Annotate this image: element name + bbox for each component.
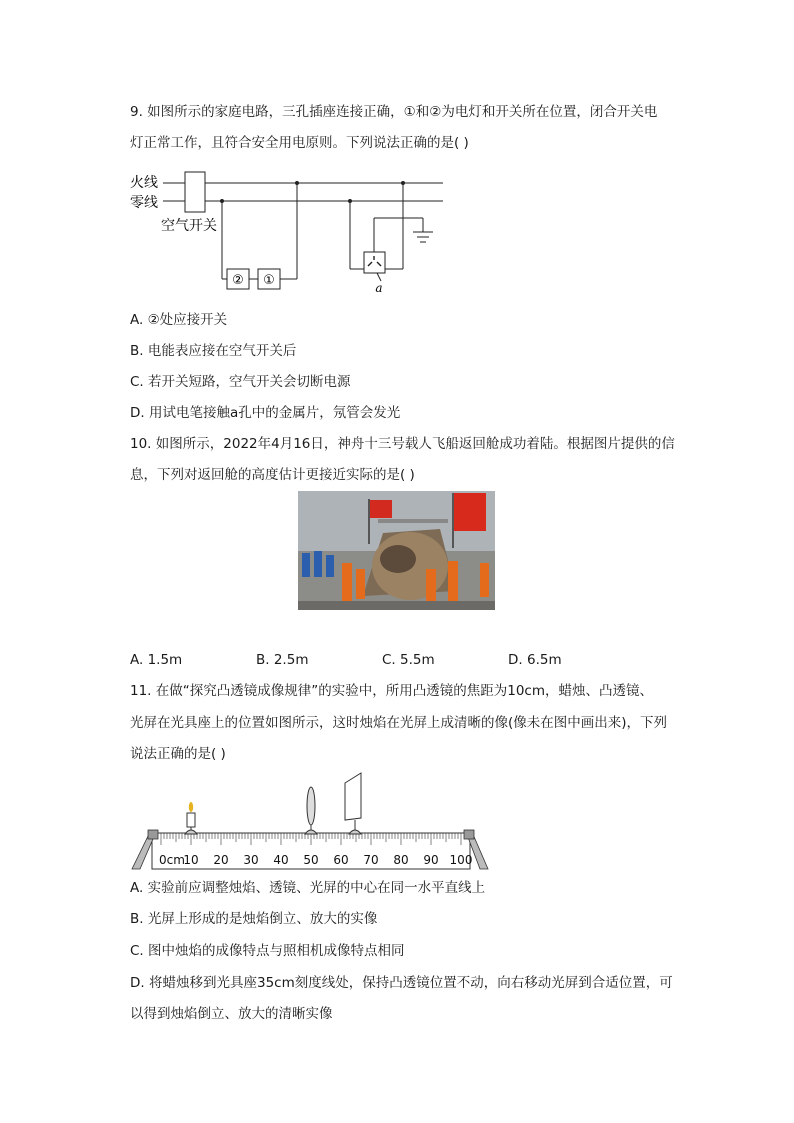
three-hole-socket [364,252,385,273]
ruler-label: 70 [363,853,379,867]
q11-option-b: B. 光屏上形成的是烛焰倒立、放大的实像 [130,911,378,927]
position-2-label: ② [232,273,244,288]
q9-option-c: C. 若开关短路，空气开关会切断电源 [130,374,351,390]
q10-option-b: B. 2.5m [256,652,309,668]
ruler-label: 0cm [159,853,185,867]
q9-option-b: B. 电能表应接在空气开关后 [130,343,297,359]
q10-option-a: A. 1.5m [130,652,183,668]
q9-stem-line2: 灯正常工作，且符合安全用电原则。下列说法正确的是( ) [130,135,469,151]
q11-option-c: C. 图中烛焰的成像特点与照相机成像特点相同 [130,943,405,959]
optical-bench-diagram [130,770,492,872]
ruler-label: 60 [333,853,349,867]
q9-option-d: D. 用试电笔接触a孔中的金属片，氖管会发光 [130,405,401,421]
ruler-label: 40 [273,853,289,867]
ruler-label: 90 [423,853,439,867]
ruler-label: 10 [183,853,199,867]
live-wire-label: 火线 [130,175,158,191]
q11-stem-line1: 11. 在做“探究凸透镜成像规律”的实验中，所用凸透镜的焦距为10cm，蜡烛、凸透镜、 [130,683,653,699]
q11-option-a: A. 实验前应调整烛焰、透镜、光屏的中心在同一水平直线上 [130,880,486,896]
q10-option-c: C. 5.5m [382,652,435,668]
q10-option-d: D. 6.5m [508,652,562,668]
q11-option-d-line2: 以得到烛焰倒立、放大的清晰实像 [130,1006,333,1022]
q10-stem-line2: 息，下列对返回舱的高度估计更接近实际的是( ) [130,467,415,483]
q9-option-a: A. ②处应接开关 [130,312,228,328]
ruler-label: 30 [243,853,259,867]
capsule-landing-photo [298,491,495,610]
hole-a-label: a [375,281,383,295]
position-1-label: ① [263,273,275,288]
ruler-label: 50 [303,853,319,867]
q11-stem-line3: 说法正确的是( ) [130,746,226,762]
q10-stem-line1: 10. 如图所示，2022年4月16日，神舟十三号载人飞船返回舱成功着陆。根据图片提供的信 [130,436,675,452]
circuit-diagram [125,168,455,300]
q11-option-d-line1: D. 将蜡烛移到光具座35cm刻度线处，保持凸透镜位置不动，向右移动光屏到合适位置，可 [130,975,673,991]
neutral-wire-label: 零线 [130,195,158,211]
air-breaker-box [185,172,205,212]
q9-stem-line1: 9. 如图所示的家庭电路，三孔插座连接正确，①和②为电灯和开关所在位置，闭合开关电 [130,104,658,120]
ruler-label: 100 [449,853,473,867]
q11-stem-line2: 光屏在光具座上的位置如图所示，这时烛焰在光屏上成清晰的像(像未在图中画出来)，下列 [130,715,668,731]
air-breaker-label: 空气开关 [161,218,217,234]
ruler-label: 80 [393,853,409,867]
ruler-label: 20 [213,853,229,867]
